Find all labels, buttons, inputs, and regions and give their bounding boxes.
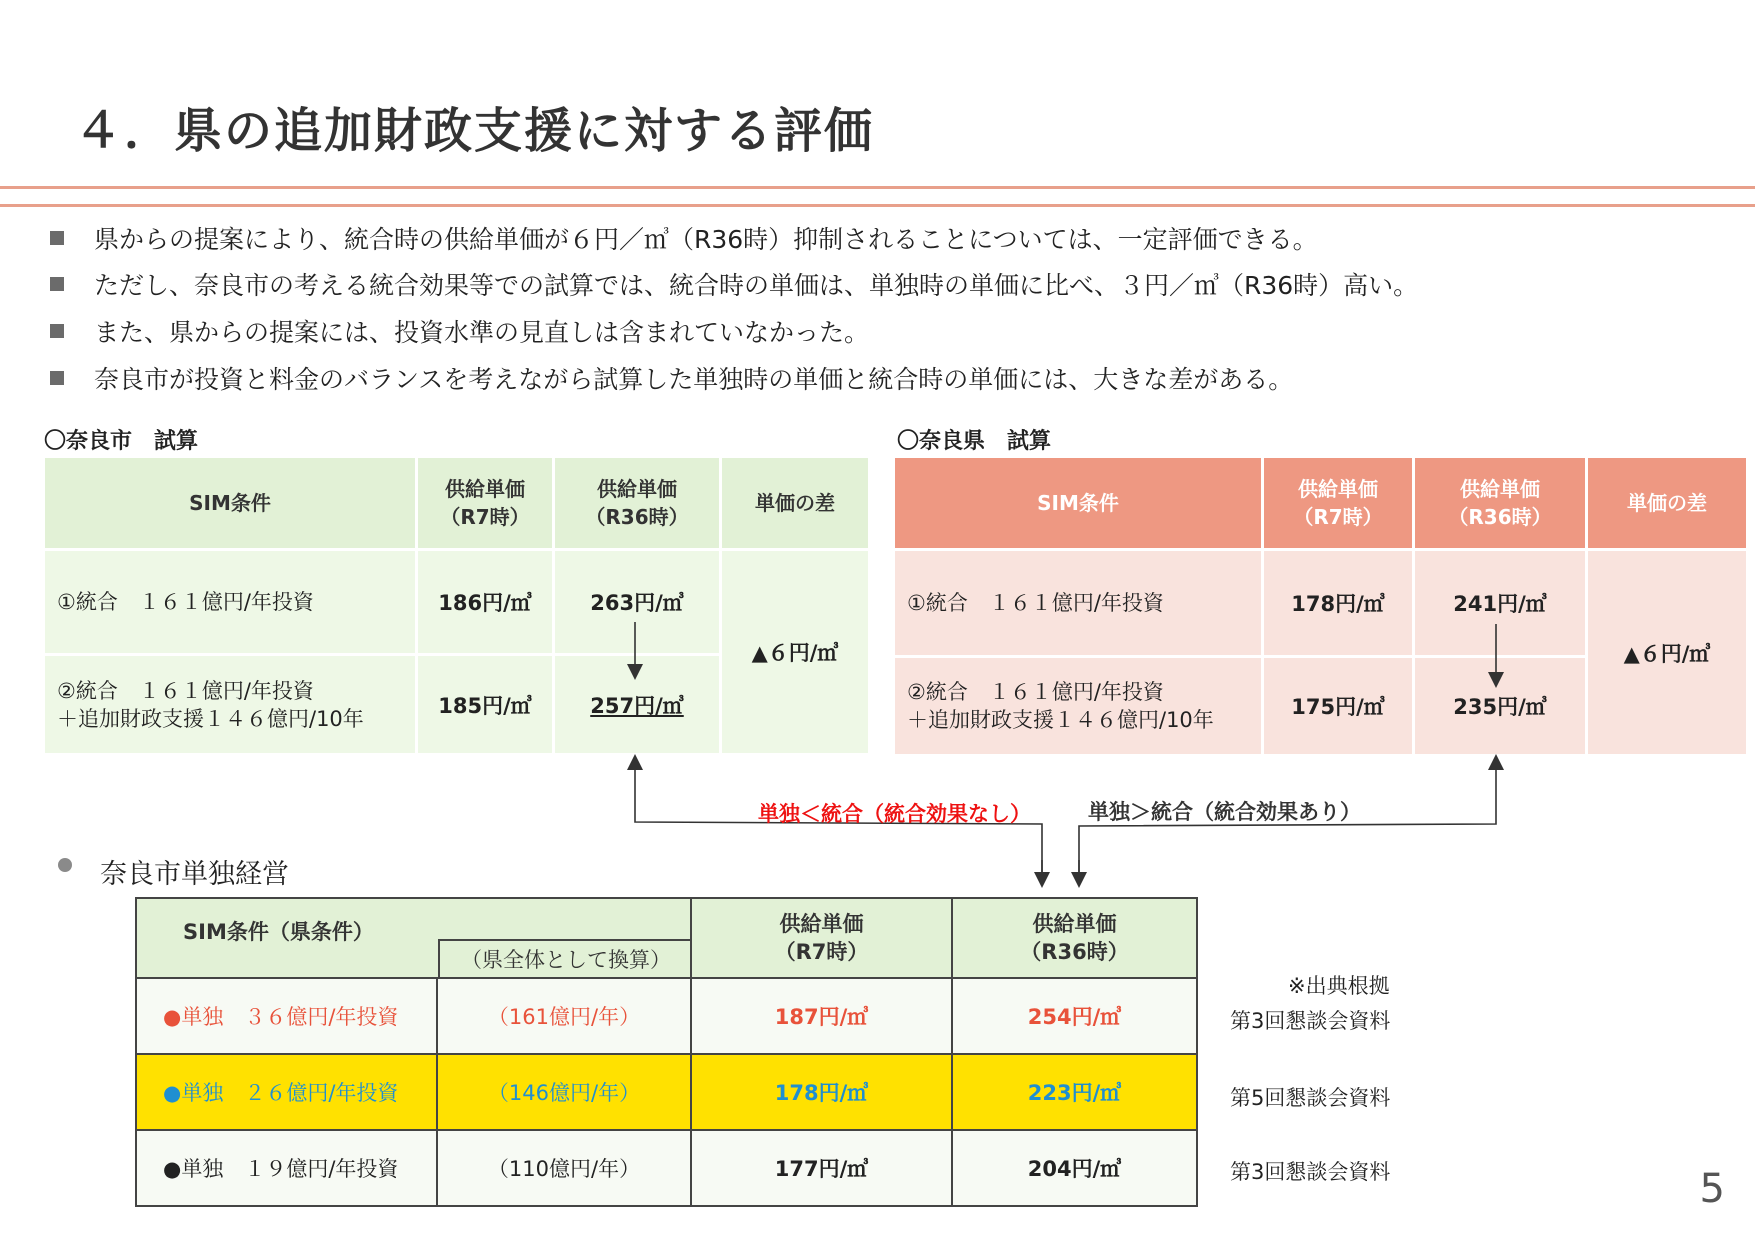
circle-bullet-icon (58, 858, 72, 872)
row-r7: 186円/㎥ (418, 551, 552, 653)
row-r36: 263円/㎥ (555, 551, 719, 653)
table-row (136, 1130, 1197, 1206)
row-r7: 178円/㎥ (1264, 551, 1412, 655)
bullet-item: 県からの提案により、統合時の供給単価が６円／㎥（R36時）抑制されることについては、一定評価できる。 (50, 220, 1318, 256)
bullet-item: 奈良市が投資と料金のバランスを考えながら試算した単独時の単価と統合時の単価には、大きな差がある。 (50, 360, 1293, 396)
row-cond: ●単独 １９億円/年投資 (136, 1130, 437, 1206)
col-header-r36: 供給単価 （R36時） (1415, 458, 1585, 548)
row-r7: 177円/㎥ (691, 1130, 952, 1206)
source-item: 第5回懇談会資料 (1230, 1086, 1391, 1110)
row-r7: 175円/㎥ (1264, 658, 1412, 754)
row-cond: ①統合 １６１億円/年投資 (895, 551, 1261, 655)
bullet-item: ただし、奈良市の考える統合効果等での試算では、統合時の単価は、単独時の単価に比べ、３円／㎥（R36時）高い。 (50, 266, 1418, 302)
col-header-r7: 供給単価 （R7時） (691, 898, 952, 978)
source-item: 第3回懇談会資料 (1230, 1160, 1391, 1184)
row-cond: ①統合 １６１億円/年投資 (45, 551, 415, 653)
row-r36: 204円/㎥ (952, 1130, 1197, 1206)
bullet-item: また、県からの提案には、投資水準の見直しは含まれていなかった。 (50, 313, 869, 349)
comparison-left-label: 単独＜統合（統合効果なし） (758, 802, 1031, 826)
row-cond: ②統合 １６１億円/年投資 ＋追加財政支援１４６億円/10年 (45, 656, 415, 753)
col-header-r7: 供給単価 （R7時） (1264, 458, 1412, 548)
col-header-diff: 単価の差 (1588, 458, 1746, 548)
price-diff: ▲６円/㎥ (1588, 551, 1746, 754)
row-conv: （146億円/年） (437, 1054, 691, 1130)
table-row (136, 978, 1197, 1054)
row-cond: ②統合 １６１億円/年投資 ＋追加財政支援１４６億円/10年 (895, 658, 1261, 754)
col-header-diff: 単価の差 (722, 458, 868, 548)
row-r7: 178円/㎥ (691, 1054, 952, 1130)
col-header-cond: SIM条件（県条件） （県全体として換算） (136, 898, 691, 978)
price-diff: ▲６円/㎥ (722, 551, 868, 753)
col-header-cond: SIM条件 (895, 458, 1261, 548)
row-conv: （161億円/年） (437, 978, 691, 1054)
comparison-right-label: 単独＞統合（統合効果あり） (1088, 800, 1361, 824)
row-r7: 187円/㎥ (691, 978, 952, 1054)
row-r36: 223円/㎥ (952, 1054, 1197, 1130)
row-r36-highlight: 257円/㎥ (555, 656, 719, 753)
table-row (136, 1054, 1197, 1130)
row-r36: 235円/㎥ (1415, 658, 1585, 754)
row-cond: ●単独 ３６億円/年投資 (136, 978, 437, 1054)
city-section-label: 〇奈良市 試算 (44, 429, 199, 454)
page-title: ４．県の追加財政支援に対する評価 (74, 103, 875, 159)
col-header-r36: 供給単価 （R36時） (952, 898, 1197, 978)
row-conv: （110億円/年） (437, 1130, 691, 1206)
source-note: ※出典根拠 (1288, 974, 1390, 998)
col-header-r7: 供給単価 （R7時） (418, 458, 552, 548)
col-header-r36: 供給単価 （R36時） (555, 458, 719, 548)
col-header-cond: SIM条件 (45, 458, 415, 548)
row-r36: 254円/㎥ (952, 978, 1197, 1054)
page-number: 5 (1699, 1166, 1725, 1212)
single-section-label: 奈良市単独経営 (100, 859, 289, 890)
single-table (135, 897, 1198, 1207)
row-cond: ●単独 ２６億円/年投資 (136, 1054, 437, 1130)
row-r36: 241円/㎥ (1415, 551, 1585, 655)
col-subheader-conv: （県全体として換算） (438, 939, 692, 977)
source-item: 第3回懇談会資料 (1230, 1009, 1391, 1033)
pref-section-label: 〇奈良県 試算 (897, 429, 1052, 454)
row-r7: 185円/㎥ (418, 656, 552, 753)
